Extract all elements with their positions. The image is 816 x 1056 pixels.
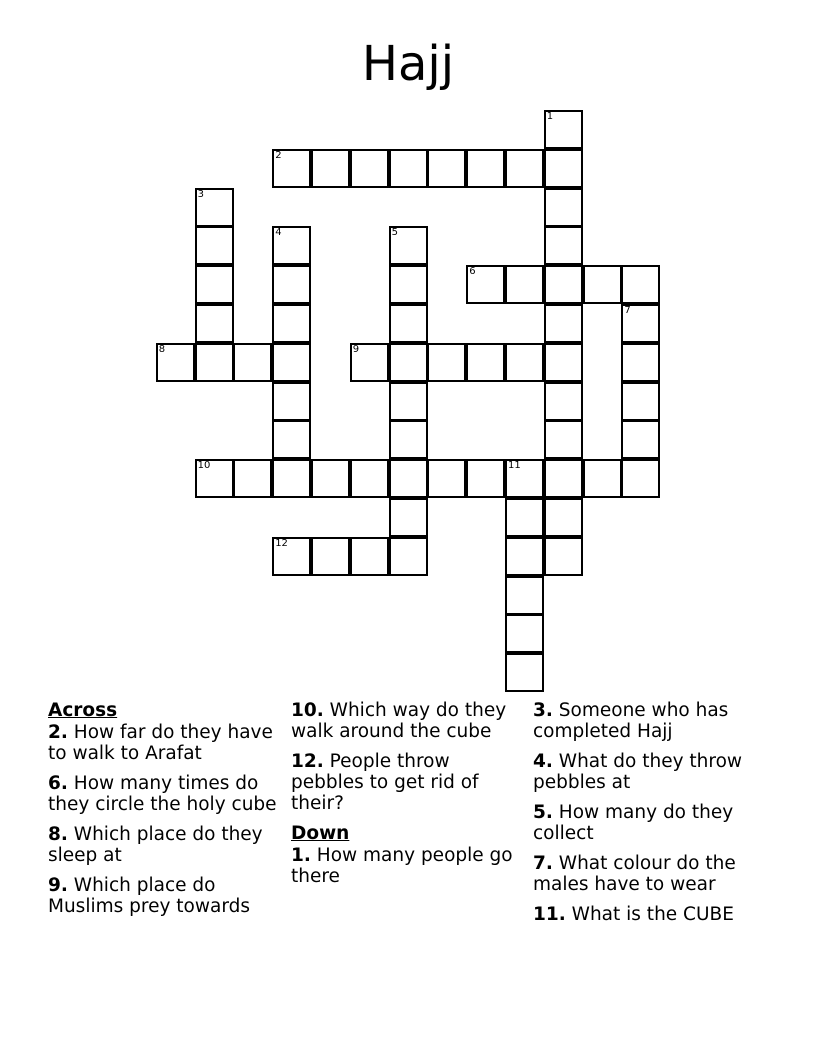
grid-cell[interactable] bbox=[389, 382, 428, 421]
grid-cell[interactable] bbox=[272, 420, 311, 459]
grid-cell[interactable] bbox=[583, 459, 622, 498]
clue-down-7 bbox=[533, 853, 773, 895]
grid-cell[interactable] bbox=[505, 576, 544, 615]
clue-text: What colour do the males have to wear bbox=[533, 853, 736, 895]
grid-cell[interactable] bbox=[156, 343, 195, 382]
clue-number-label: 7 bbox=[624, 305, 631, 316]
clue-across-9 bbox=[48, 875, 280, 917]
grid-cell[interactable] bbox=[621, 420, 660, 459]
clue-list bbox=[0, 700, 816, 1000]
grid-cell[interactable] bbox=[544, 498, 583, 537]
clue-across-2 bbox=[48, 722, 280, 764]
grid-cell[interactable] bbox=[621, 459, 660, 498]
clue-number: 2. bbox=[48, 722, 68, 743]
grid-cell[interactable] bbox=[233, 459, 272, 498]
grid-cell[interactable] bbox=[389, 265, 428, 304]
clue-down-4 bbox=[533, 751, 773, 793]
clue-number-label: 12 bbox=[275, 537, 288, 549]
grid-cell[interactable] bbox=[272, 343, 311, 382]
grid-cell[interactable] bbox=[350, 149, 389, 188]
clue-text: Which place do Muslims prey towards bbox=[48, 875, 251, 917]
grid-cell[interactable] bbox=[272, 382, 311, 421]
grid-cell[interactable] bbox=[544, 343, 583, 382]
clue-number: 8. bbox=[48, 824, 68, 845]
clue-number: 12. bbox=[291, 751, 324, 772]
grid-cell[interactable] bbox=[505, 537, 544, 576]
grid-cell[interactable] bbox=[505, 343, 544, 382]
grid-cell[interactable] bbox=[544, 420, 583, 459]
grid-cell[interactable] bbox=[544, 459, 583, 498]
grid-cell[interactable] bbox=[389, 537, 428, 576]
grid-cell[interactable] bbox=[544, 537, 583, 576]
clue-number: 1. bbox=[291, 845, 311, 866]
clue-number-label: 10 bbox=[197, 460, 211, 472]
clue-down-5 bbox=[533, 802, 773, 844]
grid-cell[interactable] bbox=[389, 459, 428, 498]
grid-cell[interactable] bbox=[195, 304, 234, 343]
grid-cell[interactable] bbox=[195, 265, 234, 304]
grid-cell[interactable] bbox=[505, 149, 544, 188]
clue-number-label: 2 bbox=[275, 149, 282, 161]
grid-cell[interactable] bbox=[233, 343, 272, 382]
grid-cell[interactable] bbox=[544, 265, 583, 304]
grid-cell[interactable] bbox=[350, 343, 389, 382]
clue-text: What do they throw pebbles at bbox=[533, 751, 743, 793]
clue-text: How many people go there bbox=[291, 845, 513, 887]
across-heading: Across bbox=[48, 700, 118, 721]
grid-cell[interactable] bbox=[544, 188, 583, 227]
clue-text: What is the CUBE bbox=[565, 904, 734, 925]
grid-cell[interactable] bbox=[583, 265, 622, 304]
clue-number: 5. bbox=[533, 802, 553, 823]
grid-cell[interactable] bbox=[389, 343, 428, 382]
clue-number-label: 3 bbox=[197, 188, 204, 200]
grid-cell[interactable] bbox=[466, 343, 505, 382]
grid-cell[interactable] bbox=[389, 420, 428, 459]
grid-cell[interactable] bbox=[389, 498, 428, 537]
grid-cell[interactable] bbox=[621, 343, 660, 382]
clue-number-label: 11 bbox=[508, 460, 521, 472]
clue-text: How many times do they circle the holy cube bbox=[48, 773, 277, 815]
grid-cell[interactable] bbox=[350, 537, 389, 576]
grid-cell[interactable] bbox=[195, 459, 234, 498]
grid-cell[interactable] bbox=[195, 188, 234, 227]
clue-across-10 bbox=[291, 700, 523, 742]
clue-across-6 bbox=[48, 773, 280, 815]
clue-number-label: 9 bbox=[352, 343, 360, 355]
grid-cell[interactable] bbox=[311, 459, 350, 498]
clue-number: 9. bbox=[48, 875, 68, 896]
clue-down-1 bbox=[291, 845, 523, 887]
grid-cell[interactable] bbox=[272, 226, 311, 265]
clue-number: 10. bbox=[291, 700, 324, 721]
grid-cell[interactable] bbox=[544, 110, 583, 149]
clue-column-1 bbox=[48, 700, 280, 926]
grid-cell[interactable] bbox=[272, 537, 311, 576]
clue-number: 6. bbox=[48, 773, 68, 794]
grid-cell[interactable] bbox=[466, 459, 505, 498]
grid-cell[interactable] bbox=[505, 498, 544, 537]
clue-number-label: 4 bbox=[275, 227, 282, 239]
clue-across-12 bbox=[291, 751, 523, 814]
clue-number-label: 5 bbox=[391, 227, 398, 239]
grid-cell[interactable] bbox=[505, 614, 544, 653]
clue-text: Someone who has completed Hajj bbox=[533, 700, 729, 742]
grid-cell[interactable] bbox=[311, 149, 350, 188]
grid-cell[interactable] bbox=[350, 459, 389, 498]
grid-cell[interactable] bbox=[544, 382, 583, 421]
grid-cell[interactable] bbox=[621, 382, 660, 421]
grid-cell[interactable] bbox=[272, 149, 311, 188]
grid-cell[interactable] bbox=[389, 226, 428, 265]
grid-cell[interactable] bbox=[427, 459, 466, 498]
clue-text: How many do they collect bbox=[533, 802, 734, 844]
clue-text: Which place do they sleep at bbox=[48, 824, 263, 866]
grid-cell[interactable] bbox=[272, 265, 311, 304]
grid-cell[interactable] bbox=[272, 304, 311, 343]
clue-text: How far do they have to walk to Arafat bbox=[48, 722, 273, 764]
grid-cell[interactable] bbox=[505, 459, 544, 498]
clue-number: 11. bbox=[533, 904, 566, 925]
clue-number: 4. bbox=[533, 751, 553, 772]
grid-cell[interactable] bbox=[466, 265, 505, 304]
clue-number-label: 6 bbox=[469, 266, 476, 278]
grid-cell[interactable] bbox=[389, 304, 428, 343]
grid-cell[interactable] bbox=[272, 459, 311, 498]
grid-cell[interactable] bbox=[544, 149, 583, 188]
grid-cell[interactable] bbox=[389, 149, 428, 188]
clue-text: People throw pebbles to get rid of their? bbox=[291, 751, 479, 814]
clue-number-label: 8 bbox=[158, 343, 166, 355]
grid-cell[interactable] bbox=[311, 537, 350, 576]
grid-cell[interactable] bbox=[427, 149, 466, 188]
grid-cell[interactable] bbox=[505, 653, 544, 692]
grid-cell[interactable] bbox=[544, 304, 583, 343]
clue-number: 3. bbox=[533, 700, 553, 721]
clue-column-2 bbox=[291, 700, 523, 896]
clue-text: Which way do they walk around the cube bbox=[291, 700, 507, 742]
grid-cell[interactable] bbox=[544, 226, 583, 265]
grid-cell[interactable] bbox=[466, 149, 505, 188]
grid-cell[interactable] bbox=[195, 226, 234, 265]
clue-across-8 bbox=[48, 824, 280, 866]
puzzle-title: Hajj bbox=[361, 36, 455, 92]
grid-cell[interactable] bbox=[621, 304, 660, 343]
grid-cell[interactable] bbox=[427, 343, 466, 382]
clue-column-3 bbox=[533, 700, 773, 934]
clue-down-3 bbox=[533, 700, 773, 742]
clue-number-label: 1 bbox=[546, 111, 554, 122]
clue-number: 7. bbox=[533, 853, 553, 874]
grid-cell[interactable] bbox=[195, 343, 234, 382]
grid-cell[interactable] bbox=[621, 265, 660, 304]
down-heading: Down bbox=[291, 823, 350, 844]
grid-cell[interactable] bbox=[505, 265, 544, 304]
clue-down-11 bbox=[533, 904, 773, 925]
